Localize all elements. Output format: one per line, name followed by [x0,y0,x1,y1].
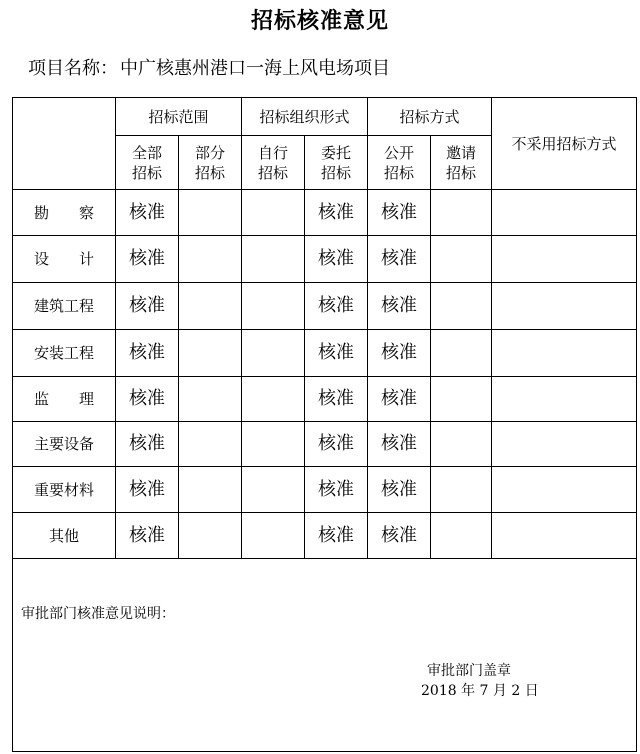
approval-cell [492,422,637,467]
approval-cell [492,330,637,377]
remark-cell [13,559,637,752]
subheader-cell [242,136,305,190]
subheader-text: 全部 [131,143,162,162]
approval-cell: 核准 [305,236,368,283]
approval-cell [242,513,305,559]
approval-cell [431,236,492,283]
approval-cell: 核准 [305,467,368,513]
approval-date: 2018 年 7 月 2 日 [421,683,539,699]
approval-cell [492,513,637,559]
subheader-text: 招标 [446,163,477,182]
subheader-text: 部分 [195,143,226,162]
approval-cell [431,190,492,236]
approval-cell: 核准 [116,377,179,422]
group-header-method: 招标方式 [368,98,492,136]
approval-cell [242,422,305,467]
approval-cell [431,377,492,422]
approval-cell [242,330,305,377]
approval-cell: 核准 [368,330,431,377]
approval-cell [431,330,492,377]
approval-cell: 核准 [305,283,368,330]
row-label: 安装工程 [13,330,116,377]
approval-cell [242,377,305,422]
approval-cell: 核准 [116,283,179,330]
approval-cell [242,283,305,330]
approval-cell [179,190,242,236]
subheader-cell [116,136,179,190]
row-label: 其他 [13,513,116,559]
group-header-scope: 招标范围 [116,98,242,136]
approval-cell [492,377,637,422]
approval-cell [492,283,637,330]
corner-cell [13,98,116,190]
approval-cell: 核准 [116,190,179,236]
table-row [13,330,637,377]
table-row [13,283,637,330]
approval-cell: 核准 [368,467,431,513]
approval-cell: 核准 [368,377,431,422]
approval-table [12,97,637,752]
table-row [13,467,637,513]
subheader-text: 邀请 [446,143,477,162]
subheader-text: 招标 [321,163,352,182]
approval-cell [431,467,492,513]
approval-cell: 核准 [116,330,179,377]
subheader-cell [305,136,368,190]
group-header-organization: 招标组织形式 [242,98,368,136]
subheader-text: 招标 [195,163,226,182]
approval-cell: 核准 [116,467,179,513]
subheader-cell [431,136,492,190]
approval-cell [242,190,305,236]
group-header-no-bidding: 不采用招标方式 [492,98,637,190]
approval-cell: 核准 [305,330,368,377]
approval-cell [179,283,242,330]
header-row-groups [13,98,637,136]
table-row [13,236,637,283]
approval-cell [492,190,637,236]
approval-cell: 核准 [368,513,431,559]
approval-cell: 核准 [116,236,179,283]
approval-cell [431,422,492,467]
row-label: 勘 察 [13,190,116,236]
approval-cell [179,377,242,422]
document-title: 招标核准意见 [250,9,389,34]
approval-cell [492,236,637,283]
row-label: 设 计 [13,236,116,283]
approval-cell [179,467,242,513]
approval-cell [431,513,492,559]
table-row [13,513,637,559]
approval-cell: 核准 [368,236,431,283]
approval-cell: 核准 [305,513,368,559]
remark-label: 审批部门核准意见说明： [21,606,175,622]
approval-cell [179,513,242,559]
subheader-text: 招标 [131,163,162,182]
approval-cell: 核准 [305,422,368,467]
subheader-cell [368,136,431,190]
approval-cell: 核准 [368,190,431,236]
subheader-text: 公开 [384,143,415,162]
approval-cell [242,236,305,283]
table-row [13,422,637,467]
approval-cell: 核准 [305,190,368,236]
approval-cell: 核准 [305,377,368,422]
subheader-text: 招标 [384,163,415,182]
subheader-text: 招标 [258,163,289,182]
approval-cell [179,330,242,377]
subheader-text: 自行 [258,143,289,162]
approval-cell [242,467,305,513]
approval-cell: 核准 [116,513,179,559]
approval-cell: 核准 [368,422,431,467]
row-label: 重要材料 [13,467,116,513]
row-label: 建筑工程 [13,283,116,330]
row-label: 监 理 [13,377,116,422]
approval-cell [179,422,242,467]
project-label: 项目名称： [28,58,118,79]
project-name: 中广核惠州港口一海上风电场项目 [120,58,390,79]
approval-cell: 核准 [116,422,179,467]
stamp-label: 审批部门盖章 [427,663,511,679]
approval-cell [431,283,492,330]
approval-cell [179,236,242,283]
approval-cell [492,467,637,513]
project-line [28,54,392,80]
subheader-cell [179,136,242,190]
row-label: 主要设备 [13,422,116,467]
subheader-text: 委托 [321,143,352,162]
approval-cell: 核准 [368,283,431,330]
table-row [13,377,637,422]
table-row [13,190,637,236]
